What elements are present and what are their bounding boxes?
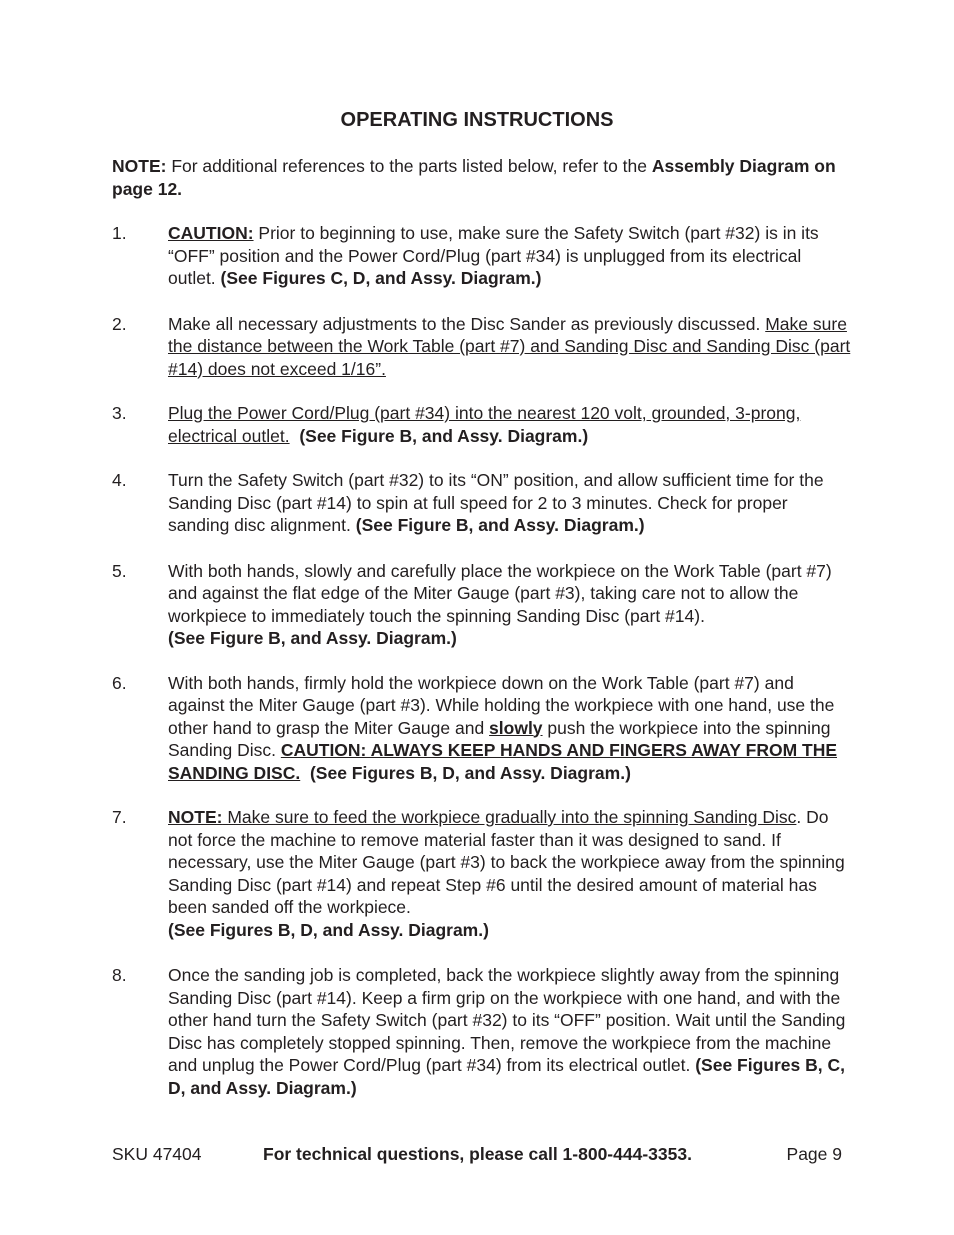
note-label: NOTE: — [168, 807, 223, 827]
page-footer — [0, 1142, 954, 1166]
figure-ref: (See Figure B, and Assy. Diagram.) — [299, 425, 589, 446]
note-label: NOTE: — [112, 156, 167, 176]
instruction-list — [112, 222, 852, 1098]
step-number: 2. — [112, 313, 127, 334]
step-body — [168, 672, 852, 785]
step-2 — [112, 313, 852, 381]
figure-ref: (See Figures B, D, and Assy. Diagram.) — [168, 919, 489, 940]
step-number: 3. — [112, 403, 127, 423]
step-number: 5. — [112, 560, 127, 581]
step-body — [168, 313, 852, 381]
figure-ref: (See Figures B, C, D, and Assy. Diagram.) — [168, 1055, 845, 1098]
step-number: 8. — [112, 965, 127, 985]
step-text-continued: push the workpiece into the spinning Sanding Disc. — [168, 717, 831, 760]
step-body — [168, 560, 852, 650]
step-body — [168, 806, 852, 941]
footer-tech-support: For technical questions, please call 1-800-444-3353. — [263, 1144, 692, 1164]
figure-ref: (See Figures B, D, and Assy. Diagram.) — [309, 762, 631, 783]
step-text: Prior to beginning to use, make sure the Safety Switch (part #32) is in its “OFF” position and the Power Cord/Plug (part #34) is unplugged from its electrical outlet. — [168, 223, 819, 288]
step-body — [168, 402, 852, 447]
caution-warning: CAUTION: ALWAYS KEEP HANDS AND FINGERS AWAY FROM THE SANDING DISC. — [168, 740, 838, 783]
figure-ref: (See Figures C, D, and Assy. Diagram.) — [220, 268, 542, 288]
step-underlined-text: Make sure the distance between the Work Table (part #7) and Sanding Disc and Sanding Disc (part #14) does not exceed 1/16”. — [168, 313, 851, 379]
step-number: 1. — [112, 223, 127, 243]
note-text: For additional references to the parts listed below, refer to the — [166, 156, 652, 176]
step-4 — [112, 469, 852, 537]
step-text: With both hands, firmly hold the workpiece down on the Work Table (part #7) and against the Miter Gauge (part #3). While holding the workpiece with one hand, use the other hand to grasp the Miter Gauge and — [168, 672, 835, 738]
step-3 — [112, 402, 852, 447]
step-underlined-text: Plug the Power Cord/Plug (part #34) into the nearest 120 volt, grounded, 3-prong, electrical outlet. — [168, 403, 801, 446]
step-number: 4. — [112, 470, 127, 490]
caution-label: CAUTION: — [168, 223, 254, 243]
slowly-emphasis: slowly — [489, 717, 543, 738]
footer-page-number: Page 9 — [786, 1144, 842, 1164]
step-7 — [112, 806, 852, 941]
step-underlined-text: Make sure to feed the workpiece gradually into the spinning Sanding Disc — [222, 807, 797, 827]
footer-sku: SKU 47404 — [112, 1144, 202, 1164]
figure-ref: (See Figure B, and Assy. Diagram.) — [168, 628, 457, 648]
note-diagram-ref: Assembly Diagram on page 12. — [112, 156, 836, 199]
step-8 — [112, 964, 852, 1099]
step-body — [168, 964, 852, 1099]
page-title: OPERATING INSTRUCTIONS — [340, 109, 614, 131]
figure-ref: (See Figure B, and Assy. Diagram.) — [355, 515, 645, 535]
step-text: Once the sanding job is completed, back the workpiece slightly away from the spinning Sanding Disc (part #14). Keep a firm grip on the workpiece with one hand, and with the other hand turn the Safety Switch (part #32) to its “OFF” position. Wait until the Sanding Disc has completely stopped spinning. Then, remove the workpiece from the machine and unplug the Power Cord/Plug (part #34) from its electrical outlet. — [168, 965, 846, 1075]
step-text: With both hands, slowly and carefully place the workpiece on the Work Table (part #7) and against the flat edge of the Miter Gauge (part #3), taking care not to allow the workpiece to immediately touch the spinning Sanding Disc (part #14). — [168, 560, 832, 626]
step-body — [168, 222, 852, 290]
step-6 — [112, 672, 852, 785]
step-number: 7. — [112, 807, 127, 827]
step-1 — [112, 222, 852, 290]
step-body — [168, 469, 852, 537]
assembly-note — [112, 155, 842, 200]
step-number: 6. — [112, 672, 127, 693]
step-text: Make all necessary adjustments to the Disc Sander as previously discussed. — [168, 313, 766, 334]
step-text: . Do not force the machine to remove material faster than it was designed to sand. If necessary, use the Miter Gauge (part #3) to back the workpiece away from the spinning Sanding Disc (part #14) and repeat Step #6 until the desired amount of material has been sanded off the workpiece. — [168, 807, 845, 917]
step-text: Turn the Safety Switch (part #32) to its “ON” position, and allow sufficient time for the Sanding Disc (part #14) to spin at full speed for 2 to 3 minutes. Check for proper sanding disc alignment. — [168, 470, 824, 535]
step-5 — [112, 560, 852, 650]
